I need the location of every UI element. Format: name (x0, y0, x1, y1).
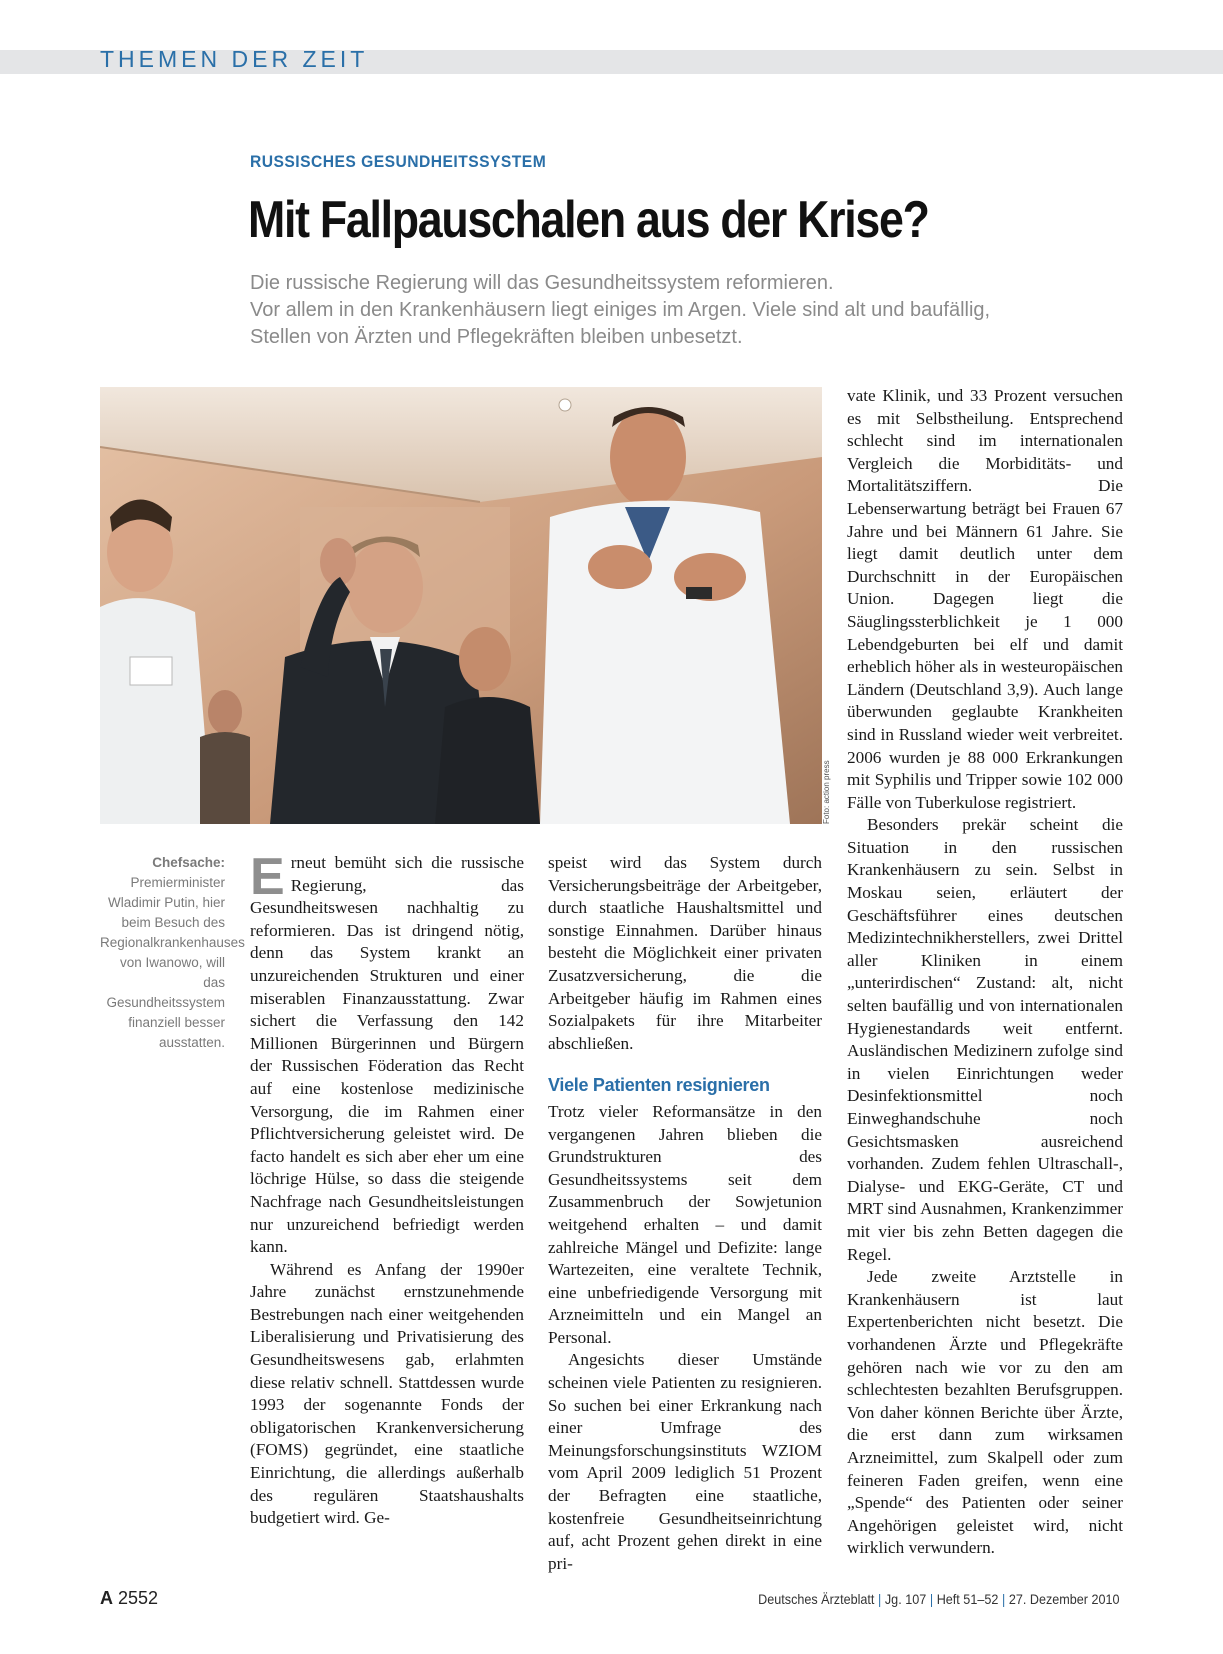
section-label: THEMEN DER ZEIT (100, 46, 369, 72)
text-column-2 (548, 852, 822, 1575)
journal-issue: Heft 51–52 (936, 1591, 998, 1607)
page-number (100, 1588, 158, 1609)
paragraph: Trotz vieler Reformansätze in den vergangenen Jahren blieben die Grundstrukturen des Gesundheitssystems seit dem Zusammenbruch der Sowjetunion weitgehend erhalten – und damit zahlreiche Mängel und Defizite: lange Wartezeiten, eine veraltete Technik, eine unbefriedigende Versorgung mit Arzneimitteln und ein Mangel an Personal. (548, 1101, 822, 1347)
article-lead (250, 270, 1130, 351)
photo-credit: Foto: action press (822, 760, 831, 824)
text-column-1 (250, 848, 524, 1530)
paragraph: speist wird das System durch Versicherungsbeiträge der Arbeitgeber, durch staatliche Haushaltsmittel und sonstige Einnahmen. Darüber hinaus besteht die Möglichkeit einer privaten Zusatzversicherung, die die Arbeitgeber häufig im Rahmen eines Sozialpakets für ihre Mitarbeiter abschließen. (548, 853, 822, 1053)
paragraph: Besonders prekär scheint die Situation in den russischen Krankenhäusern zu sein. Selbst in Moskau seien, erläutert der Geschäftsführer eines deutschen Medizintechnikherstellers, zwei Drittel aller Kliniken in einem „unterirdischen“ Zustand: alt, nicht selten baufällig und von internationalen Hygienestandards weit entfernt. Ausländischen Medizinern zufolge sind in vielen Einrichtungen weder Desinfektionsmittel noch Einweghandschuhe noch Gesichtsmasken ausreichend vorhanden. Zudem fehlen Ultraschall-, Dialyse- und EKG-Geräte, CT und MRT sind Ausnahmen, Krankenzimmer mit vier bis zehn Betten dagegen die Regel. (847, 815, 1123, 1264)
publication-info: Deutsches Ärzteblatt | Jg. 107 | Heft 51–52 | 27. Dezember 2010 (757, 1591, 1119, 1607)
paragraph: vate Klinik, und 33 Prozent versuchen es mit Selbstheilung. Entsprechend schlecht sind im internationalen Vergleich die Morbiditäts- und Mortalitätsziffern. Die Lebenserwartung beträgt bei Frauen 67 Jahre und bei Männern 61 Jahre. Sie liegt damit deutlich unter dem Durchschnitt in der Europäischen Union. Dagegen liegt die Säuglingssterblichkeit je 1 000 Lebendgeburten bei elf und damit erheblich höher als in westeuropäischen Ländern (Deutschland 3,9). Auch lange überwunden geglaubte Krankheiten sind in Russland wieder weit verbreitet. 2006 wurden je 88 000 Erkrankungen mit Syphilis und Tripper sowie 102 000 Fälle von Tuberkulose registriert. (847, 386, 1123, 812)
caption-text: Premierminister Wladimir Putin, hier beim Besuch des Regionalkrankenhauses von Iwanowo, will das Gesundheitssystem finanziell besser ausstatten. (100, 875, 245, 1050)
lead-line: Die russische Regierung will das Gesundheitssystem reformieren. (250, 272, 834, 294)
lead-line: Stellen von Ärzten und Pflegekräften bleiben unbesetzt. (250, 326, 743, 348)
section-subheading: Viele Patienten resignieren (548, 1075, 770, 1096)
paragraph: Erneut bemüht sich die russische Regierung, das Gesundheitswesen nachhaltig zu reformieren. Das ist dringend nötig, denn das System krankt an unzureichenden Strukturen und einer miserablen Finanzausstattung. Zwar sichert die Verfassung den 142 Millionen Bürgerinnen und Bürgern der Russischen Föderation das Recht auf eine kostenlose medizinische Versorgung, die im Rahmen einer Pflichtversicherung geleistet wird. De facto handelt es sich aber eher um eine löchrige Hülse, so dass die steigende Nachfrage nach Gesundheitsleistungen nur unzureichend befriedigt werden kann. (250, 848, 524, 1257)
paragraph: Angesichts dieser Umstände scheinen viele Patienten zu resignieren. So suchen bei einer Erkrankung nach einer Umfrage des Meinungsforschungsinstituts WZIOM vom April 2009 lediglich 51 Prozent der Befragten eine staatliche, kostenfreie Gesundheitseinrichtung auf, acht Prozent gehen direkt in eine pri- (548, 1350, 822, 1573)
article-title: Mit Fallpauschalen aus der Krise? (248, 191, 929, 249)
journal-volume: Jg. 107 (884, 1591, 926, 1607)
article-kicker: RUSSISCHES GESUNDHEITSSYSTEM (250, 152, 547, 171)
paragraph: Während es Anfang der 1990er Jahre zunächst ernstzunehmende Bestrebungen nach einer weitgehenden Liberalisierung und Privatisierung des Gesundheitswesens gab, erlahmten diese relativ schnell. Stattdessen wurde 1993 der sogenannte Fonds der obligatorischen Krankenversicherung (FOMS) gegründet, eine staatliche Einrichtung, die allerdings außerhalb des regulären Staatshaushalts budgetiert wird. Ge- (250, 1259, 524, 1528)
article-photo (100, 387, 822, 824)
text-column-3 (847, 385, 1123, 1560)
page-prefix: A (100, 1588, 113, 1608)
page-number-value: 2552 (118, 1588, 159, 1608)
paragraph: Jede zweite Arztstelle in Krankenhäusern ist laut Expertenberichten nicht besetzt. Die vorhandenen Ärzte und Pflegekräfte gehören nach wie vor zu den am schlechtesten bezahlten Berufsgruppen. Von daher können Berichte über Ärzte, die erst dann zum wirksamen Arzneimittel, zum Skalpell oder zum feineren Faden greifen, wenn eine „Spende“ des Patienten oder seiner Angehörigen geleistet wird, nicht wirklich verwundern. (847, 1267, 1123, 1558)
journal-date: 27. Dezember 2010 (1008, 1591, 1119, 1607)
photo-caption (100, 853, 245, 1053)
journal-name: Deutsches Ärzteblatt (757, 1591, 874, 1607)
caption-title: Chefsache: (152, 855, 225, 870)
lead-line: Vor allem in den Krankenhäusern liegt einiges im Argen. Viele sind alt und baufällig, (250, 299, 991, 321)
